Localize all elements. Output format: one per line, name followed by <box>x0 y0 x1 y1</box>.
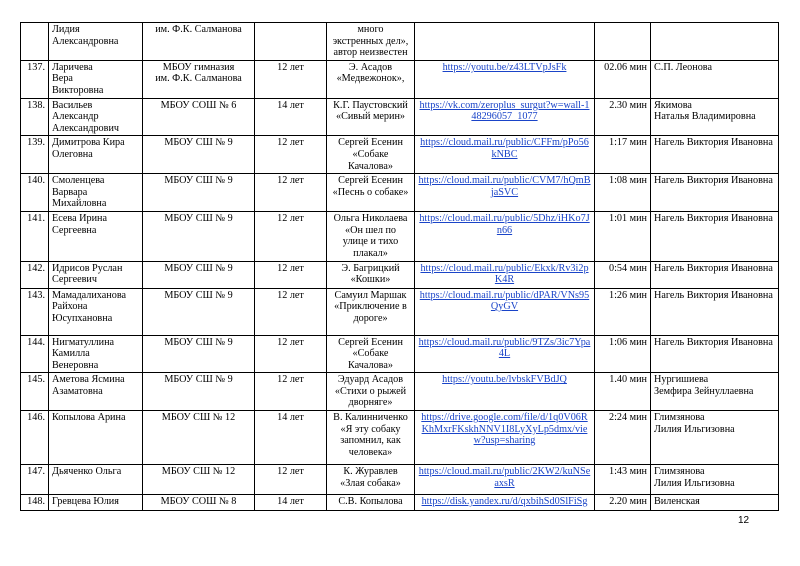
work-title: много экстренных дел», автор неизвестен <box>332 24 409 59</box>
video-link-cell <box>415 136 595 174</box>
participant-name: Гревцева Юлия <box>52 496 119 508</box>
work-title: В. Калинниченко «Я эту собаку запомнил, как человека» <box>333 412 408 458</box>
participant-name: Копылова Арина <box>52 412 126 424</box>
duration-cell <box>595 288 651 335</box>
video-link-cell <box>415 465 595 495</box>
work-title-cell <box>327 261 415 288</box>
teacher-name: Нагель Виктория Ивановна <box>654 289 773 301</box>
row-number-cell <box>21 335 49 373</box>
work-title-cell <box>327 335 415 373</box>
participant-age: 12 лет <box>277 466 304 478</box>
school-name: МБОУ СОШ № 6 <box>160 99 237 111</box>
work-title: Эдуард Асадов «Стихи о рыжей дворняге» <box>334 374 407 409</box>
participant-name-cell <box>49 373 143 411</box>
school-name: МБОУ СШ № 9 <box>164 137 233 149</box>
video-link-cell <box>415 23 595 61</box>
duration-cell <box>595 335 651 373</box>
school-name-cell <box>143 60 255 98</box>
work-title: Самуил Маршак «Приключение в дороге» <box>334 289 407 324</box>
row-number: 139. <box>27 137 45 149</box>
row-number-cell <box>21 495 49 511</box>
teacher-name-cell <box>651 373 779 411</box>
participant-age-cell <box>255 23 327 61</box>
video-link-cell <box>415 335 595 373</box>
teacher-name-cell <box>651 23 779 61</box>
row-number-cell <box>21 411 49 465</box>
participant-name: Мамадалиханова Райхона Юсупхановна <box>52 289 127 324</box>
participant-age-cell <box>255 60 327 98</box>
table-row <box>21 212 779 261</box>
row-number-cell <box>21 136 49 174</box>
school-name-cell <box>143 136 255 174</box>
participant-age-cell <box>255 335 327 373</box>
row-number-cell <box>21 288 49 335</box>
teacher-name-cell <box>651 335 779 373</box>
participant-name: Идрисов Руслан Сергеевич <box>52 262 123 286</box>
row-number: 140. <box>27 175 45 187</box>
teacher-name-cell <box>651 212 779 261</box>
participant-age-cell <box>255 288 327 335</box>
duration-cell <box>595 411 651 465</box>
participant-age-cell <box>255 261 327 288</box>
participant-age-cell <box>255 373 327 411</box>
participants-table <box>20 22 779 511</box>
duration-cell <box>595 212 651 261</box>
page-number: 12 <box>738 515 750 526</box>
teacher-name-cell <box>651 60 779 98</box>
work-title-cell <box>327 174 415 212</box>
school-name-cell <box>143 212 255 261</box>
school-name: МБОУ СШ № 9 <box>164 262 233 274</box>
school-name: МБОУ СШ № 9 <box>164 336 233 348</box>
row-number: 144. <box>27 336 45 348</box>
school-name-cell <box>143 411 255 465</box>
row-number: 141. <box>27 213 45 225</box>
participant-age: 12 лет <box>277 137 304 149</box>
participant-name-cell <box>49 288 143 335</box>
table-row <box>21 288 779 335</box>
duration: 1:17 мин <box>608 137 647 149</box>
participant-name: Димитрова Кира Олеговна <box>52 137 125 160</box>
school-name-cell <box>143 465 255 495</box>
video-link[interactable]: https://cloud.mail.ru/public/dPAR/VNs95QyGV <box>419 289 590 313</box>
video-link-cell <box>415 212 595 261</box>
participant-age: 14 лет <box>277 412 304 424</box>
teacher-name-cell <box>651 98 779 136</box>
duration-cell <box>595 373 651 411</box>
row-number-cell <box>21 98 49 136</box>
row-number: 142. <box>27 262 45 274</box>
participant-age: 12 лет <box>277 61 304 73</box>
video-link[interactable]: https://youtu.be/lvbskFVBdJQ <box>442 374 567 386</box>
school-name: МБОУ СШ № 9 <box>164 374 233 386</box>
teacher-name: Глимзянова Лилия Ильгизовна <box>654 466 735 489</box>
teacher-name-cell <box>651 288 779 335</box>
school-name: МБОУ СОШ № 8 <box>160 496 237 508</box>
video-link[interactable]: https://cloud.mail.ru/public/5Dhz/iHKo7Jn66 <box>419 213 590 236</box>
work-title-cell <box>327 23 415 61</box>
work-title: К.Г. Паустовский «Сивый мерин» <box>333 99 408 123</box>
row-number: 148. <box>27 496 45 508</box>
participant-age-cell <box>255 212 327 261</box>
duration: 1:26 мин <box>608 289 647 301</box>
teacher-name: Нагель Виктория Ивановна <box>654 175 773 187</box>
video-link-cell <box>415 261 595 288</box>
school-name: МБОУ СШ № 9 <box>164 175 233 187</box>
duration: 2.30 мин <box>609 99 647 111</box>
work-title: Сергей Есенин «Песнь о собаке» <box>332 175 409 198</box>
row-number: 137. <box>27 61 45 73</box>
school-name-cell <box>143 98 255 136</box>
participant-name-cell <box>49 136 143 174</box>
teacher-name-cell <box>651 261 779 288</box>
table-row <box>21 411 779 465</box>
participant-name-cell <box>49 465 143 495</box>
row-number-cell <box>21 23 49 61</box>
work-title-cell <box>327 288 415 335</box>
video-link[interactable]: https://disk.yandex.ru/d/qxbihSd0SlFiSg <box>421 496 588 508</box>
teacher-name: Нагель Виктория Ивановна <box>654 336 773 348</box>
school-name: МБОУ СШ № 9 <box>164 213 233 225</box>
participant-name-cell <box>49 174 143 212</box>
teacher-name: Нагель Виктория Ивановна <box>654 213 773 225</box>
table-row <box>21 60 779 98</box>
work-title: Э. Асадов «Медвежонок», <box>336 61 405 85</box>
work-title-cell <box>327 495 415 511</box>
work-title-cell <box>327 136 415 174</box>
row-number: 143. <box>27 289 45 301</box>
teacher-name: Нагель Виктория Ивановна <box>654 262 773 274</box>
school-name-cell <box>143 23 255 61</box>
school-name: МБОУ СШ № 12 <box>161 466 236 478</box>
row-number-cell <box>21 60 49 98</box>
video-link[interactable]: https://cloud.mail.ru/public/CFFm/pPo56kNBC <box>420 137 589 160</box>
school-name-cell <box>143 174 255 212</box>
teacher-name-cell <box>651 174 779 212</box>
table-row <box>21 174 779 212</box>
work-title-cell <box>327 98 415 136</box>
teacher-name: Нагель Виктория Ивановна <box>654 137 773 149</box>
duration-cell <box>595 174 651 212</box>
table-row <box>21 23 779 61</box>
participant-age: 12 лет <box>277 213 304 225</box>
table-row <box>21 495 779 511</box>
school-name: МБОУ СШ № 9 <box>164 289 233 301</box>
work-title-cell <box>327 212 415 261</box>
row-number: 146. <box>27 412 45 424</box>
table-row <box>21 136 779 174</box>
participant-name: Васильев Александр Александрович <box>52 99 120 134</box>
participant-age-cell <box>255 411 327 465</box>
participant-age: 12 лет <box>277 374 304 386</box>
video-link[interactable]: https://drive.google.com/file/d/1q0V06RKhMxrFKskhNNV1I8LyXyLp5dmx/view?usp=sharing <box>421 412 588 447</box>
row-number-cell <box>21 373 49 411</box>
teacher-name: С.П. Леонова <box>654 61 712 73</box>
participant-name: Нигматуллина Камилла Венеровна <box>52 336 115 371</box>
video-link[interactable]: https://cloud.mail.ru/public/CVM7/hQmBjaSVC <box>418 175 591 198</box>
participant-age-cell <box>255 174 327 212</box>
work-title-cell <box>327 373 415 411</box>
duration: 1:08 мин <box>608 175 647 187</box>
row-number: 138. <box>27 99 45 111</box>
participant-name: Смоленцева Варвара Михайловна <box>52 175 107 210</box>
participant-age: 12 лет <box>277 262 304 274</box>
participant-age: 12 лет <box>277 175 304 187</box>
teacher-name: Виленская <box>654 496 700 508</box>
duration: 1:43 мин <box>608 466 647 478</box>
school-name-cell <box>143 288 255 335</box>
table-row <box>21 335 779 373</box>
duration: 02.06 мин <box>604 61 647 73</box>
duration-cell <box>595 495 651 511</box>
video-link[interactable]: https://cloud.mail.ru/public/9TZs/3ic7Ypa4L <box>418 336 591 360</box>
table-row <box>21 98 779 136</box>
work-title-cell <box>327 411 415 465</box>
duration: 1:06 мин <box>608 336 647 348</box>
participant-name-cell <box>49 335 143 373</box>
row-number-cell <box>21 261 49 288</box>
school-name-cell <box>143 373 255 411</box>
participant-age-cell <box>255 136 327 174</box>
school-name-cell <box>143 495 255 511</box>
video-link-cell <box>415 495 595 511</box>
work-title: К. Журавлев «Злая собака» <box>340 466 401 489</box>
work-title-cell <box>327 465 415 495</box>
video-link-cell <box>415 174 595 212</box>
teacher-name-cell <box>651 465 779 495</box>
school-name: МБОУ СШ № 12 <box>161 412 236 424</box>
duration-cell <box>595 98 651 136</box>
duration: 2.20 мин <box>609 496 647 508</box>
teacher-name: Якимова Наталья Владимировна <box>654 99 756 123</box>
teacher-name-cell <box>651 136 779 174</box>
participant-name-cell <box>49 98 143 136</box>
duration-cell <box>595 60 651 98</box>
row-number-cell <box>21 465 49 495</box>
participant-age: 12 лет <box>277 289 304 301</box>
participant-age-cell <box>255 495 327 511</box>
video-link-cell <box>415 288 595 335</box>
participant-name-cell <box>49 495 143 511</box>
work-title: Сергей Есенин «Собаке Качалова» <box>338 336 403 371</box>
school-name: МБОУ гимназия им. Ф.К. Салманова <box>155 61 242 85</box>
participant-name: Дьяченко Ольга <box>52 466 122 478</box>
table-row <box>21 261 779 288</box>
video-link[interactable]: https://youtu.be/z43LTVpJsFk <box>442 61 567 73</box>
participant-name: Аметова Ясмина Азаматовна <box>52 374 125 397</box>
work-title: Ольга Николаева «Он шел по улице и тихо плакал» <box>333 213 408 259</box>
participant-name-cell <box>49 261 143 288</box>
work-title: С.В. Копылова <box>338 496 403 508</box>
teacher-name: Нургишиева Земфира Зейнуллаевна <box>654 374 754 397</box>
duration-cell <box>595 136 651 174</box>
video-link[interactable]: https://cloud.mail.ru/public/2KW2/kuNSeaxsR <box>418 466 591 489</box>
participant-name: Ларичева Вера Викторовна <box>52 61 104 96</box>
row-number: 147. <box>27 466 45 478</box>
participant-age: 14 лет <box>277 496 304 508</box>
table-row <box>21 465 779 495</box>
video-link-cell <box>415 373 595 411</box>
duration-cell <box>595 261 651 288</box>
participant-name: Есева Ирина Сергеевна <box>52 213 108 236</box>
row-number: 145. <box>27 374 45 386</box>
participant-age-cell <box>255 465 327 495</box>
participant-age: 14 лет <box>277 99 304 111</box>
table-row <box>21 373 779 411</box>
row-number-cell <box>21 174 49 212</box>
duration: 1:01 мин <box>608 213 647 225</box>
teacher-name-cell <box>651 411 779 465</box>
duration: 2:24 мин <box>608 412 647 424</box>
participant-name-cell <box>49 212 143 261</box>
duration: 0:54 мин <box>608 262 647 274</box>
duration-cell <box>595 23 651 61</box>
school-name-cell <box>143 335 255 373</box>
participant-name-cell <box>49 60 143 98</box>
video-link[interactable]: https://vk.com/zeroplus_surgut?w=wall-148296057_1077 <box>419 99 590 123</box>
participant-name-cell <box>49 23 143 61</box>
duration-cell <box>595 465 651 495</box>
teacher-name: Глимзянова Лилия Ильгизовна <box>654 412 735 435</box>
participant-age: 12 лет <box>277 336 304 348</box>
video-link-cell <box>415 60 595 98</box>
teacher-name-cell <box>651 495 779 511</box>
work-title: Сергей Есенин «Собаке Качалова» <box>338 137 403 172</box>
video-link-cell <box>415 98 595 136</box>
video-link-cell <box>415 411 595 465</box>
row-number-cell <box>21 212 49 261</box>
school-name-cell <box>143 261 255 288</box>
participant-name-cell <box>49 411 143 465</box>
work-title: Э. Багрицкий «Кошки» <box>341 262 400 286</box>
duration: 1.40 мин <box>609 374 647 386</box>
work-title-cell <box>327 60 415 98</box>
participant-name: Лидия Александровна <box>52 24 119 47</box>
video-link[interactable]: https://cloud.mail.ru/public/Ekxk/Rv3i2pK4R <box>420 262 589 286</box>
school-name: им. Ф.К. Салманова <box>155 24 242 35</box>
participant-age-cell <box>255 98 327 136</box>
